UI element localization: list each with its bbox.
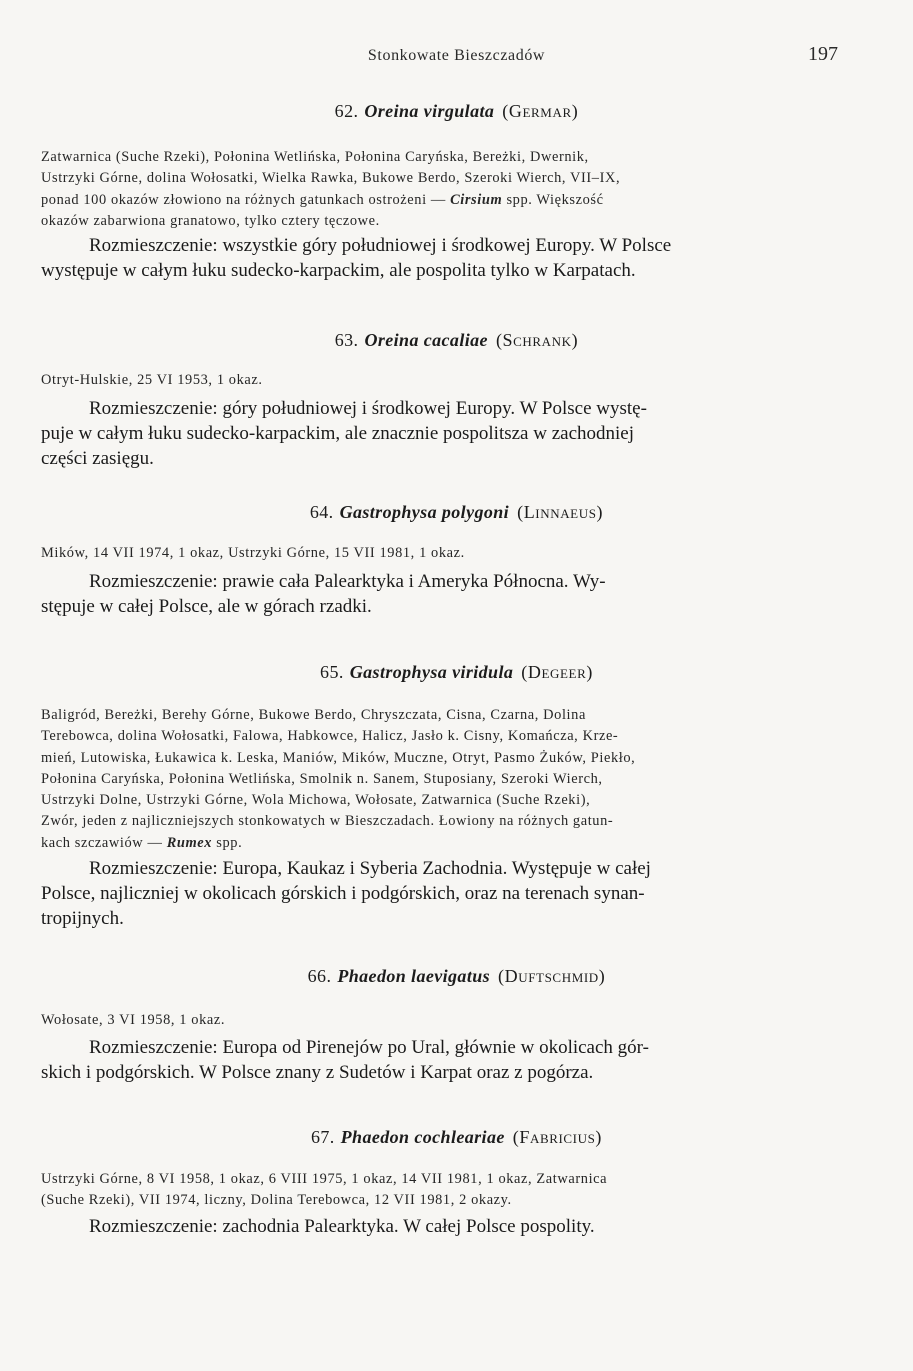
distribution-line: Rozmieszczenie: wszystkie góry południowej i środkowej Europy. W Polsce: [89, 235, 672, 256]
species-name: Oreina virgulata: [364, 101, 495, 121]
species-author: (Duftschmid): [498, 966, 606, 986]
distribution-line: części zasięgu.: [41, 448, 154, 469]
species-author: (Schrank): [495, 330, 579, 350]
distribution-66: [41, 1035, 841, 1085]
genus-cirsium: Cirsium: [450, 191, 503, 208]
distribution-line: tropijnych.: [41, 908, 124, 929]
locality-line: kach szczawiów — Rumex spp.: [41, 834, 243, 851]
localities-63: [41, 370, 841, 391]
species-number: 64.: [309, 502, 334, 522]
locality-line: Ustrzyki Dolne, Ustrzyki Górne, Wola Michowa, Wołosate, Zatwarnica (Suche Rzeki),: [41, 792, 591, 809]
species-heading-64: [0, 502, 913, 523]
species-heading-63: [0, 330, 913, 351]
localities-62: [41, 147, 841, 232]
locality-line: (Suche Rzeki), VII 1974, liczny, Dolina Terebowca, 12 VII 1981, 2 okazy.: [41, 1192, 512, 1209]
locality-line: Połonina Caryńska, Połonina Wetlińska, Smolnik n. Sanem, Stuposiany, Szeroki Wierch,: [41, 770, 603, 787]
species-author: (Linnaeus): [517, 502, 604, 522]
species-number: 65.: [320, 662, 344, 682]
page-number: 197: [808, 43, 838, 65]
locality-line: Baligród, Bereżki, Berehy Górne, Bukowe Berdo, Chryszczata, Cisna, Czarna, Dolina: [41, 707, 586, 723]
locality-line: Ustrzyki Górne, dolina Wołosatki, Wielka Rawka, Bukowe Berdo, Szeroki Wierch, VII–IX,: [41, 170, 621, 187]
locality-line: Mików, 14 VII 1974, 1 okaz, Ustrzyki Górne, 15 VII 1981, 1 okaz.: [41, 545, 465, 561]
species-number: 62.: [334, 101, 359, 121]
locality-line: Otryt-Hulskie, 25 VI 1953, 1 okaz.: [41, 372, 263, 388]
localities-64: [41, 543, 841, 564]
species-number: 66.: [307, 966, 332, 986]
distribution-62: [41, 233, 841, 283]
species-author: (Germar): [502, 101, 579, 121]
distribution-65: [41, 856, 841, 931]
locality-line: mień, Lutowiska, Łukawica k. Leska, Maniów, Mików, Muczne, Otryt, Pasmo Żuków, Piekło,: [41, 749, 636, 766]
species-number: 63.: [334, 330, 359, 350]
locality-line: Wołosate, 3 VI 1958, 1 okaz.: [41, 1012, 226, 1028]
species-heading-62: [0, 101, 913, 122]
distribution-line: Rozmieszczenie: góry południowej i środkowej Europy. W Polsce wystę-: [89, 398, 647, 419]
species-author: (Degeer): [521, 662, 593, 682]
locality-line: Zatwarnica (Suche Rzeki), Połonina Wetlińska, Połonina Caryńska, Bereżki, Dwernik,: [41, 149, 589, 165]
species-name: Gastrophysa viridula: [349, 662, 514, 682]
localities-65: [41, 705, 841, 854]
locality-line: ponad 100 okazów złowiono na różnych gatunkach ostrożeni — Cirsium spp. Większość: [41, 191, 604, 208]
species-heading-66: [0, 966, 913, 987]
localities-66: [41, 1010, 841, 1031]
localities-67: [41, 1169, 841, 1212]
distribution-63: [41, 396, 841, 471]
distribution-line: Polsce, najliczniej w okolicach górskich i podgórskich, oraz na terenach synan-: [41, 883, 645, 904]
distribution-line: Rozmieszczenie: prawie cała Palearktyka i Ameryka Północna. Wy-: [89, 571, 606, 592]
distribution-line: stępuje w całej Polsce, ale w górach rzadki.: [41, 596, 372, 617]
species-number: 67.: [310, 1127, 335, 1147]
distribution-line: Rozmieszczenie: Europa od Pirenejów po Ural, głównie w okolicach gór-: [89, 1037, 649, 1058]
species-heading-65: [0, 662, 913, 683]
locality-line: Zwór, jeden z najliczniejszych stonkowatych w Bieszczadach. Łowiony na różnych gatun-: [41, 813, 614, 830]
locality-line: Ustrzyki Górne, 8 VI 1958, 1 okaz, 6 VIII 1975, 1 okaz, 14 VII 1981, 1 okaz, Zatwarnica: [41, 1171, 608, 1187]
running-title: Stonkowate Bieszczadów: [367, 47, 546, 64]
species-name: Oreina cacaliae: [364, 330, 488, 350]
species-name: Phaedon cochleariae: [340, 1127, 505, 1147]
distribution-line: Rozmieszczenie: zachodnia Palearktyka. W całej Polsce pospolity.: [89, 1216, 595, 1237]
locality-line: Terebowca, dolina Wołosatki, Falowa, Habkowce, Halicz, Jasło k. Cisny, Komańcza, Krze-: [41, 728, 619, 745]
species-name: Phaedon laevigatus: [337, 966, 491, 986]
distribution-line: puje w całym łuku sudecko-karpackim, ale znacznie pospolitsza w zachodniej: [41, 423, 634, 444]
distribution-line: występuje w całym łuku sudecko-karpackim, ale pospolita tylko w Karpatach.: [41, 260, 636, 281]
distribution-67: [41, 1214, 841, 1239]
species-heading-67: [0, 1127, 913, 1148]
distribution-line: skich i podgórskich. W Polsce znany z Sudetów i Karpat oraz z pogórza.: [41, 1062, 594, 1083]
locality-line: okazów zabarwiona granatowo, tylko cztery tęczowe.: [41, 212, 380, 229]
genus-rumex: Rumex: [166, 834, 213, 851]
distribution-line: Rozmieszczenie: Europa, Kaukaz i Syberia Zachodnia. Występuje w całej: [89, 858, 651, 879]
distribution-64: [41, 569, 841, 619]
species-author: (Fabricius): [512, 1127, 603, 1147]
species-name: Gastrophysa polygoni: [339, 502, 510, 522]
